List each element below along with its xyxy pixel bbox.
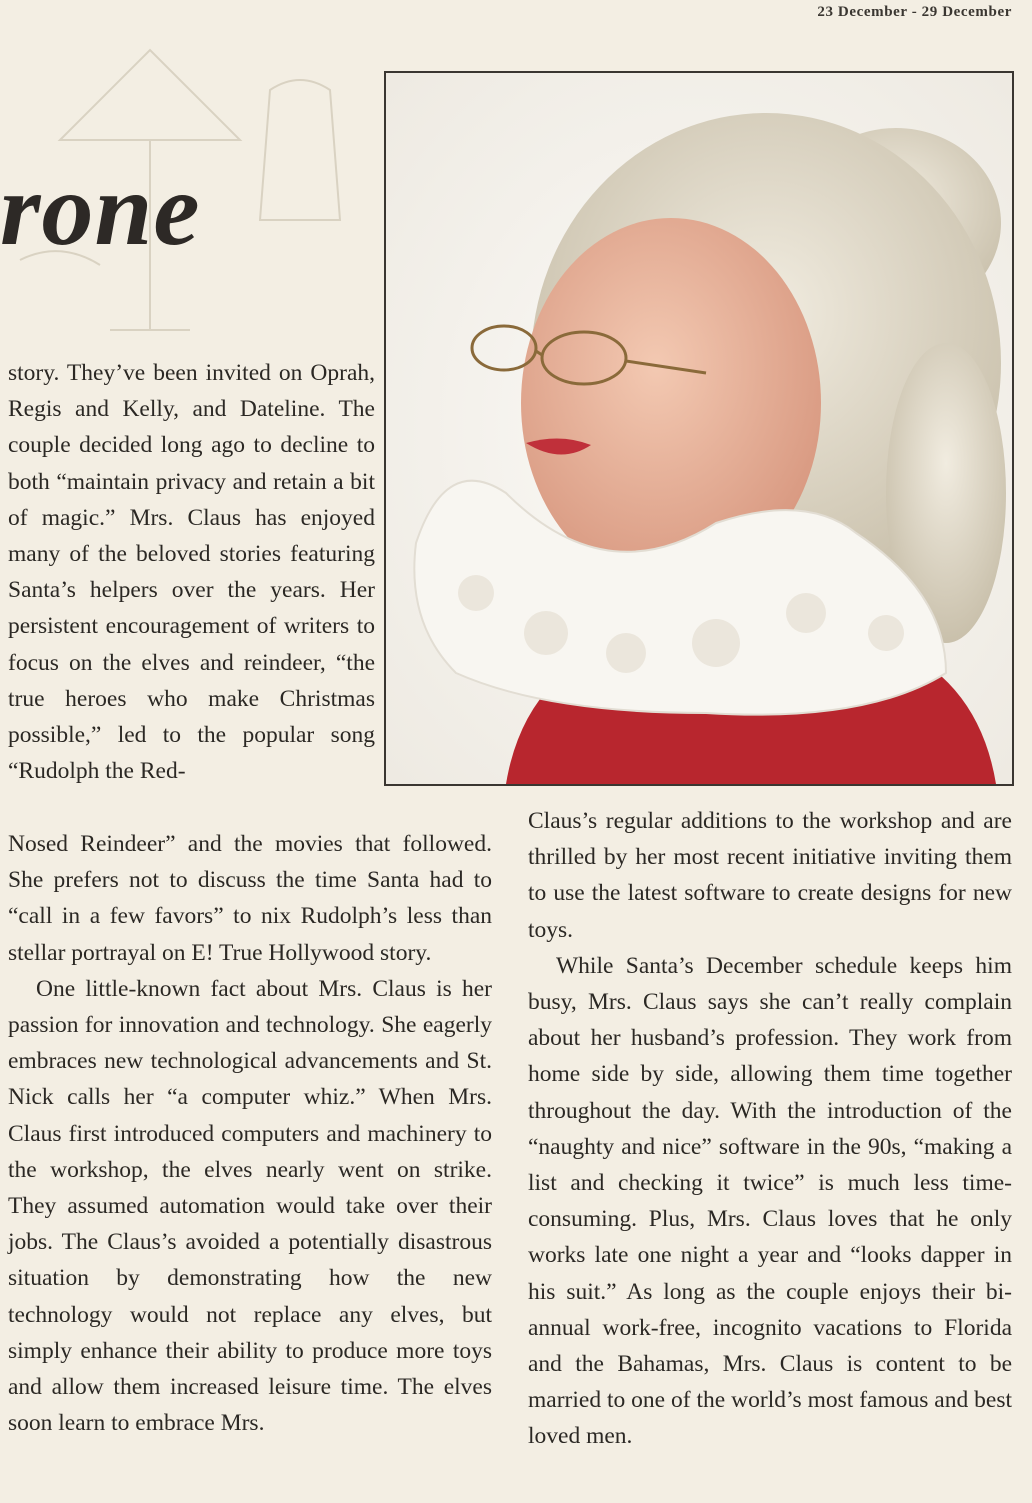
article-paragraph: While Santa’s December schedule keeps him busy, Mrs. Claus says she can’t really complain about her husband’s profession. They work from home side by side, allowing them time together throughout the day. With the introduction of the “naughty and nice” software in the 90s, “making a list and checking it twice” is much less time-consuming. Plus, Mrs. Claus loves that he only works late one night a year and “looks dapper in his suit.” As long as the couple enjoys their bi-annual work-free, incognito vacations to Florida and the Bahamas, Mrs. Claus is content to be married to one of the world’s most famous and best loved men. (528, 952, 1012, 1450)
article-paragraph: One little-known fact about Mrs. Claus is her passion for innovation and technology. She eagerly embraces new technological advancements and St. Nick calls her “a computer whiz.” When Mrs. Claus first introduced computers and machinery to the workshop, the elves nearly went on strike. They assumed automation would take over their jobs. The Claus’s avoided a potentially disastrous situation by demonstrating how the new technology would not replace any elves, but simply enhance their ability to produce more toys and allow them increased leisure time. The elves soon learn to embrace Mrs. (8, 975, 492, 1437)
article-paragraph: Claus’s regular additions to the workshop and are thrilled by her most recent initiative inviting them to use the latest software to create designs for new toys. (528, 808, 1012, 943)
article-column-left-bottom (8, 826, 492, 1441)
article-paragraph: Nosed Reindeer” and the movies that followed. She prefers not to discuss the time Santa had to “call in a few favors” to nix Rudolph’s less than stellar portrayal on E! True Hollywood story. (8, 831, 492, 966)
article-column-left-top (8, 355, 375, 789)
article-text-upper: story. They’ve been invited on Oprah, Regis and Kelly, and Dateline. The couple decided long ago to decline to both “maintain privacy and retain a bit of magic.” Mrs. Claus has enjoyed many of the beloved stories featuring Santa’s helpers over the years. Her persistent encouragement of writers to focus on the elves and reindeer, “the true heroes who make Christmas possible,” led to the popular song “Rudolph the Red- (8, 360, 375, 785)
headline-fragment: rone (0, 152, 201, 267)
mrs-claus-photo (384, 71, 1014, 786)
article-column-right (528, 803, 1012, 1455)
issue-date-range: 23 December - 29 December (817, 4, 1012, 20)
portrait-photo-icon (386, 73, 1012, 784)
